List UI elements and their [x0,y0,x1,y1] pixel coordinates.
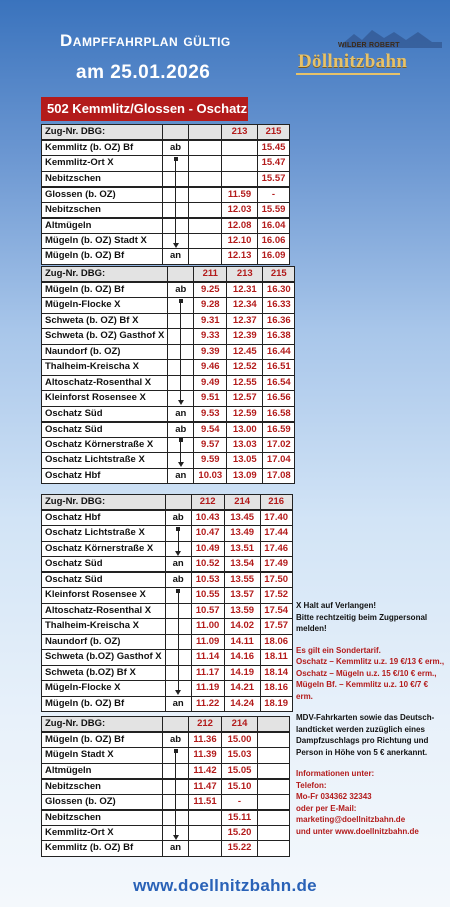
train-number-cell [165,495,191,511]
notes-panel [296,600,446,847]
train-number-cell: 211 [194,267,227,283]
train-number-cell: 212 [191,495,224,511]
station-name: Glossen (b. OZ) [42,794,163,810]
station-name: Oschatz Körnerstraße X [42,437,168,453]
timetable-row [42,156,290,172]
departure-time: 16.44 [263,344,295,360]
arrow-down-icon [175,551,181,556]
arrow-down-icon [178,400,184,405]
timetable-row [42,572,293,588]
departure-time: 9.39 [194,344,227,360]
station-name: Altmügeln [42,763,163,779]
station-name: Oschatz Hbf [42,510,166,526]
request-stop-note [296,600,446,635]
departure-time: 15.10 [222,779,258,795]
train-number-cell: 214 [224,495,260,511]
departure-time: 15.00 [222,732,258,748]
departure-time: 15.45 [258,140,290,156]
departure-time: 10.03 [194,468,227,484]
timetable-row [42,171,290,187]
departure-time [258,748,290,764]
station-name: Oschatz Süd [42,406,168,422]
contact-email-link[interactable]: marketing@doellnitzbahn.de [296,815,406,824]
departure-time: 13.59 [224,603,260,619]
departure-time: 15.47 [258,156,290,172]
timetable-row [42,650,293,666]
station-name: Schweta (b. OZ) Bf X [42,313,168,329]
departure-time: 10.49 [191,541,224,557]
timetable-row [42,763,290,779]
station-name: Thalheim-Kreischa X [42,360,168,376]
station-name: Kemmlitz (b. OZ) Bf [42,841,163,857]
station-name: Schweta (b.OZ) Gasthof X [42,650,166,666]
station-name: Mügeln (b. OZ) Bf [42,249,163,265]
departure-time: 14.16 [224,650,260,666]
station-name: Thalheim-Kreischa X [42,619,166,635]
timetable-row [42,619,293,635]
departure-time: 9.25 [194,282,227,298]
departure-time: 10.53 [191,572,224,588]
timetable-row [42,282,295,298]
departure-time: 15.03 [222,748,258,764]
departure-time: 11.22 [191,696,224,712]
departure-time: 13.49 [224,526,260,542]
departure-time: 9.31 [194,313,227,329]
mdv-ticket-note: MDV-Fahrkarten sowie das Deutsch-landticket werden zuzüglich eines Dampfzuschlags pro Richtung und Person in Höhe von 5 € anerkannt. [296,713,435,757]
station-name: Naundorf (b. OZ) [42,634,166,650]
departure-time: 14.24 [224,696,260,712]
departure-time: 12.34 [227,298,263,314]
schedule-title: Dampffahrplan gültig [60,31,231,50]
departure-time [189,187,222,203]
departure-time: 13.51 [224,541,260,557]
arrival-departure-marker: an [163,249,189,265]
departure-time: 18.19 [260,696,292,712]
departure-time: 11.36 [189,732,222,748]
departure-time: 14.11 [224,634,260,650]
departure-time: 16.56 [263,391,295,407]
departure-time: 12.59 [227,406,263,422]
departure-time: 12.10 [222,233,258,249]
station-name: Oschatz Lichtstraße X [42,453,168,469]
train-number-cell [168,267,194,283]
departure-time: 16.09 [258,249,290,265]
arrival-departure-marker: an [165,557,191,573]
departure-time: 17.40 [260,510,292,526]
departure-time: 11.17 [191,665,224,681]
departure-time: 18.16 [260,681,292,697]
departure-time: 12.55 [227,375,263,391]
departure-time: 13.55 [224,572,260,588]
timetable-row [42,233,290,249]
departure-time: 12.39 [227,329,263,345]
station-name: Mügeln Stadt X [42,748,163,764]
timetable-row [42,468,295,484]
timetable-row [42,313,295,329]
departure-time: 16.30 [263,282,295,298]
departure-time: 9.46 [194,360,227,376]
departure-time [258,825,290,841]
timetable-row [42,329,295,345]
timetable-block-1 [41,124,290,265]
departure-time: 9.54 [194,422,227,438]
departure-time: 10.55 [191,588,224,604]
departure-time: 9.28 [194,298,227,314]
arrival-departure-marker: ab [163,732,189,748]
departure-time: 11.09 [191,634,224,650]
station-name: Oschatz Süd [42,572,166,588]
departure-time [258,732,290,748]
timetable-row [42,375,295,391]
logo-wordmark: Döllnitzbahn [298,51,408,72]
station-name: Mügeln (b. OZ) Bf [42,696,166,712]
train-number-header-row [42,495,293,511]
station-name: Mügeln-Flocke X [42,681,166,697]
station-name: Nebitzschen [42,779,163,795]
departure-time: 15.57 [258,171,290,187]
departure-time: 17.49 [260,557,292,573]
station-name: Naundorf (b. OZ) [42,344,168,360]
departure-time: - [222,794,258,810]
logo-subtitle: WILDER ROBERT [338,42,400,49]
departure-time: 17.44 [260,526,292,542]
train-number-label: Zug-Nr. DBG: [42,267,168,283]
departure-time: 16.04 [258,218,290,234]
departure-time: 14.19 [224,665,260,681]
timetable-row [42,665,293,681]
station-name: Oschatz Körnerstraße X [42,541,166,557]
train-number-cell: 215 [258,125,290,141]
departure-time: 10.47 [191,526,224,542]
departure-time [258,779,290,795]
departure-time: 9.53 [194,406,227,422]
departure-time [189,810,222,826]
departure-time: 18.11 [260,650,292,666]
station-name: Kemmlitz-Ort X [42,156,163,172]
departure-time: 17.54 [260,603,292,619]
train-number-cell [163,125,189,141]
departure-time: 16.58 [263,406,295,422]
departure-time: 11.19 [191,681,224,697]
station-name: Schweta (b. OZ) Gasthof X [42,329,168,345]
train-number-cell: 213 [222,125,258,141]
departure-time: - [258,187,290,203]
train-number-header-row [42,717,290,733]
station-name: Schweta (b.OZ) Bf X [42,665,166,681]
timetable-block-2 [41,266,295,484]
contact-email-label: oder per E-Mail: [296,803,357,813]
arrival-departure-marker: an [168,468,194,484]
departure-time: 16.36 [263,313,295,329]
direction-arrow-line [180,438,181,462]
departure-time: 10.57 [191,603,224,619]
departure-time: 16.59 [263,422,295,438]
timetable-row [42,360,295,376]
departure-time: 16.06 [258,233,290,249]
timetable-row [42,779,290,795]
departure-time: 10.43 [191,510,224,526]
departure-time: 11.47 [189,779,222,795]
station-name: Kemmlitz (b. OZ) Bf [42,140,163,156]
station-name: Altoschatz-Rosenthal X [42,375,168,391]
departure-time [189,202,222,218]
tariff-line-3: Mügeln Bf. – Kemmlitz u.z. 10 €/7 € erm. [296,680,429,701]
tariff-line-2: Oschatz – Mügeln u.z. 15 €/10 € erm., [296,668,437,678]
timetable-row [42,344,295,360]
departure-time [222,140,258,156]
departure-time: 14.21 [224,681,260,697]
station-name: Mügeln-Flocke X [42,298,168,314]
departure-time: 12.57 [227,391,263,407]
train-number-cell: 213 [227,267,263,283]
station-name: Altmügeln [42,218,163,234]
train-number-header-row [42,267,295,283]
timetable-row [42,748,290,764]
timetable-row [42,841,290,857]
timetable-row [42,634,293,650]
arrival-departure-marker: ab [168,282,194,298]
timetable-row [42,218,290,234]
timetable-row [42,453,295,469]
departure-time: 13.03 [227,437,263,453]
departure-time: 12.03 [222,202,258,218]
departure-time: 11.39 [189,748,222,764]
departure-time [189,171,222,187]
contact-info [296,768,446,837]
arrow-down-icon [178,462,184,467]
timetable-row [42,422,295,438]
departure-time: 12.37 [227,313,263,329]
station-name: Mügeln (b. OZ) Bf [42,282,168,298]
train-number-cell: 214 [222,717,258,733]
departure-time: 11.51 [189,794,222,810]
departure-time: 11.00 [191,619,224,635]
station-name: Glossen (b. OZ) [42,187,163,203]
departure-time: 13.00 [227,422,263,438]
departure-time: 11.59 [222,187,258,203]
departure-time: 17.52 [260,588,292,604]
timetable-row [42,681,293,697]
timetable-row [42,794,290,810]
timetable-row [42,437,295,453]
train-number-cell: 212 [189,717,222,733]
departure-time: 17.02 [263,437,295,453]
departure-time [189,841,222,857]
contact-phone-label: Telefon: [296,780,327,790]
station-name: Altoschatz-Rosenthal X [42,603,166,619]
arrow-down-icon [173,835,179,840]
timetable-row [42,249,290,265]
train-number-cell: 215 [263,267,295,283]
timetable-row [42,140,290,156]
station-name: Nebitzschen [42,171,163,187]
train-number-cell [163,717,189,733]
departure-time: 12.13 [222,249,258,265]
timetable-row [42,526,293,542]
station-name: Oschatz Süd [42,557,166,573]
station-name: Kleinforst Rosensee X [42,588,166,604]
train-number-label: Zug-Nr. DBG: [42,125,163,141]
departure-time: 12.52 [227,360,263,376]
direction-arrow-line [175,157,176,243]
station-name: Nebitzschen [42,810,163,826]
request-stop-text: Bitte rechtzeitig beim Zugpersonal melden! [296,612,428,633]
departure-time: 16.51 [263,360,295,376]
departure-time: 18.06 [260,634,292,650]
footer-website-link[interactable]: www.doellnitzbahn.de [133,876,317,895]
contact-title: Informationen unter: [296,769,375,778]
arrival-departure-marker: ab [168,422,194,438]
arrow-down-icon [175,690,181,695]
timetable-row [42,406,295,422]
departure-time: 17.08 [263,468,295,484]
logo-underline [296,73,400,75]
timetable-row [42,391,295,407]
departure-time: 9.49 [194,375,227,391]
departure-time: 15.59 [258,202,290,218]
departure-time [222,156,258,172]
departure-time: 17.04 [263,453,295,469]
departure-time: 17.50 [260,572,292,588]
timetable-row [42,541,293,557]
departure-time: 9.33 [194,329,227,345]
departure-time [189,825,222,841]
departure-time: 14.02 [224,619,260,635]
timetable-row [42,187,290,203]
train-number-label: Zug-Nr. DBG: [42,495,166,511]
departure-time: 12.31 [227,282,263,298]
departure-time: 11.42 [189,763,222,779]
timetable-row [42,588,293,604]
direction-arrow-line [178,527,179,551]
tariff-title: Es gilt ein Sondertarif. [296,645,381,655]
contact-website[interactable]: und unter www.doellnitzbahn.de [296,826,419,836]
departure-time: 15.20 [222,825,258,841]
timetable-row [42,298,295,314]
station-name: Kemmlitz-Ort X [42,825,163,841]
departure-time: 17.46 [260,541,292,557]
station-name: Kleinforst Rosensee X [42,391,168,407]
departure-time [189,218,222,234]
departure-time: 13.05 [227,453,263,469]
request-stop-title: X Halt auf Verlangen! [296,601,377,610]
train-number-header-row [42,125,290,141]
departure-time [258,841,290,857]
timetable-block-4 [41,716,290,857]
timetable-block-3 [41,494,293,712]
timetable-row [42,696,293,712]
departure-time: 10.52 [191,557,224,573]
direction-arrow-line [175,749,176,835]
station-name: Nebitzschen [42,202,163,218]
schedule-date: am 25.01.2026 [76,62,211,83]
tariff-line-1: Oschatz – Kemmlitz u.z. 19 €/13 € erm., [296,657,445,666]
departure-time: 16.33 [263,298,295,314]
train-number-cell [189,125,222,141]
departure-time: 12.08 [222,218,258,234]
departure-time: 16.38 [263,329,295,345]
station-name: Mügeln (b. OZ) Bf [42,732,163,748]
train-number-cell [258,717,290,733]
departure-time: 13.09 [227,468,263,484]
contact-phone: Mo-Fr 034362 32343 [296,792,372,801]
timetable-row [42,202,290,218]
tariff-note [296,645,446,703]
station-name: Mügeln (b. OZ) Stadt X [42,233,163,249]
departure-time [189,249,222,265]
departure-time [258,763,290,779]
departure-time: 13.54 [224,557,260,573]
departure-time [258,810,290,826]
departure-time: 9.51 [194,391,227,407]
departure-time: 16.54 [263,375,295,391]
departure-time: 15.11 [222,810,258,826]
station-name: Oschatz Süd [42,422,168,438]
timetable-row [42,810,290,826]
arrival-departure-marker: an [163,841,189,857]
arrival-departure-marker: an [168,406,194,422]
arrival-departure-marker: ab [163,140,189,156]
timetable-row [42,510,293,526]
departure-time: 9.57 [194,437,227,453]
departure-time [222,171,258,187]
train-number-cell: 216 [260,495,292,511]
arrival-departure-marker: ab [165,510,191,526]
direction-arrow-line [178,589,179,691]
route-title: 502 Kemmlitz/Glossen - Oschatz [41,97,248,121]
station-name: Oschatz Lichtstraße X [42,526,166,542]
arrival-departure-marker: an [165,696,191,712]
departure-time: 15.22 [222,841,258,857]
departure-time: 11.14 [191,650,224,666]
departure-time: 12.45 [227,344,263,360]
arrow-down-icon [173,243,179,248]
departure-time: 13.57 [224,588,260,604]
timetable-row [42,557,293,573]
departure-time [189,233,222,249]
departure-time: 18.14 [260,665,292,681]
departure-time: 15.05 [222,763,258,779]
departure-time [189,156,222,172]
departure-time: 13.45 [224,510,260,526]
station-name: Oschatz Hbf [42,468,168,484]
departure-time: 17.57 [260,619,292,635]
timetable-row [42,825,290,841]
departure-time: 9.59 [194,453,227,469]
timetable-row [42,732,290,748]
arrival-departure-marker: ab [165,572,191,588]
direction-arrow-line [180,299,181,401]
train-number-label: Zug-Nr. DBG: [42,717,163,733]
departure-time [189,140,222,156]
timetable-row [42,603,293,619]
departure-time [258,794,290,810]
